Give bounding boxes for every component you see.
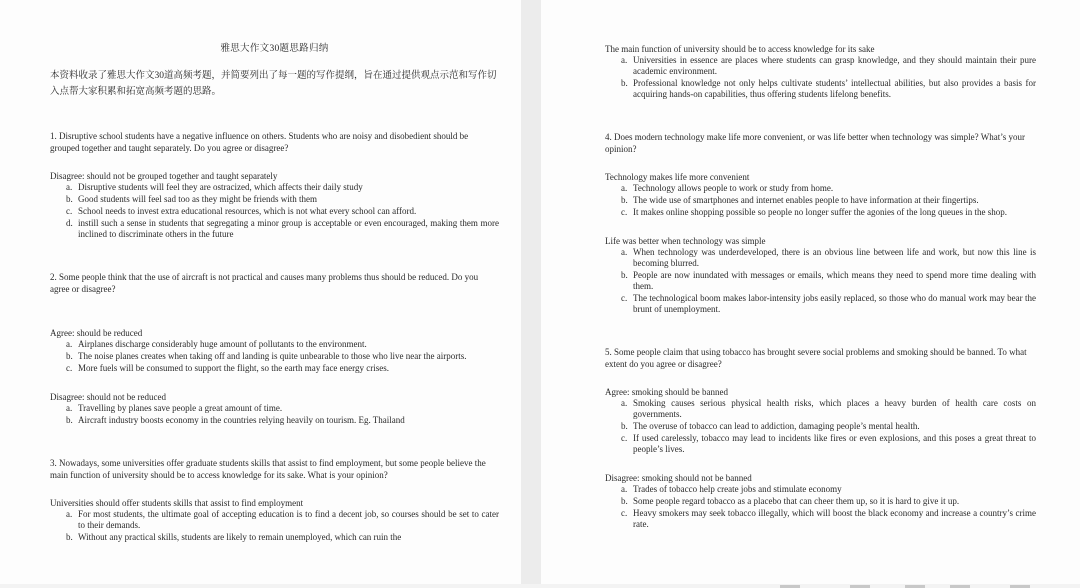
q4-stance-convenient: Technology makes life more convenient bbox=[605, 172, 750, 182]
q2-stance-agree: Agree: should be reduced bbox=[50, 328, 143, 338]
q5-stance-agree: Agree: smoking should be banned bbox=[605, 387, 728, 397]
q3-stance-knowledge: The main function of university should be to access knowledge for its sake bbox=[605, 44, 875, 54]
q1-points bbox=[50, 182, 499, 240]
q3-knowledge-points bbox=[605, 55, 1036, 100]
q4-convenient-points bbox=[605, 183, 1036, 218]
list-item: b. Without any practical skills, students are likely to remain unemployed, which can ruin the bbox=[64, 532, 499, 543]
list-item: b. Some people regard tobacco as a placebo that can cheer them up, so it is hard to give it up. bbox=[619, 496, 1036, 507]
list-item: b. Professional knowledge not only helps cultivate students’ intellectual abilities, but also provides a basis for acquiring hands-on capabilities, thus offering students lifelong benefits. bbox=[619, 78, 1036, 100]
list-item: a. Universities in essence are places where students can grasp knowledge, and they should maintain their pure academic environment. bbox=[619, 55, 1036, 77]
q2-agree-points bbox=[50, 339, 499, 374]
list-item: c. It makes online shopping possible so people no longer suffer the agonies of the long queues in the shop. bbox=[619, 207, 1036, 218]
list-item: b. People are now inundated with messages or emails, which means they need to spend more time dealing with them. bbox=[619, 270, 1036, 292]
intro-paragraph: 本资料收录了雅思大作文30道高频考题，并简要列出了每一题的写作提纲，旨在通过提供观点示范和写作切入点帮大家积累和拓宽高频考题的思路。 bbox=[50, 71, 497, 97]
q2-stance-disagree: Disagree: should not be reduced bbox=[50, 392, 166, 402]
list-item: c. School needs to invest extra educational resources, which is not what every school can afford. bbox=[64, 206, 499, 217]
document-title: 雅思大作文30题思路归纳 bbox=[220, 44, 329, 54]
q3-employment-points bbox=[50, 509, 499, 543]
list-item: c. More fuels will be consumed to support the flight, so the earth may face energy crises. bbox=[64, 363, 499, 374]
question-5: 5. Some people claim that using tobacco has brought severe social problems and smoking should be banned. To what extent do you agree or disagree? bbox=[605, 347, 1027, 369]
page-gap bbox=[521, 0, 541, 588]
q4-simple-points bbox=[605, 247, 1036, 315]
list-item: c. If used carelessly, tobacco may lead to incidents like fires or even explosions, and this poses a great threat to people’s lives. bbox=[619, 433, 1036, 455]
list-item: b. The overuse of tobacco can lead to addiction, damaging people’s mental health. bbox=[619, 421, 1036, 432]
list-item: c. The technological boom makes labor-intensity jobs easily replaced, so those who do manual work may bear the brunt of unemployment. bbox=[619, 293, 1036, 315]
question-2: 2. Some people think that the use of aircraft is not practical and causes many problems thus should be reduced. Do you agree or disagree? bbox=[50, 272, 479, 294]
question-4: 4. Does modern technology make life more convenient, or was life better when technology was simple? What’s your opinion? bbox=[605, 132, 1025, 154]
question-3: 3. Nowadays, some universities offer graduate students skills that assist to find employment, but some people believe the main function of university should be to access knowledge for its sake. What is your opinion? bbox=[50, 458, 486, 480]
question-1: 1. Disruptive school students have a negative influence on others. Students who are noisy and disobedient should be grouped together and taught separately. Do you agree or disagree? bbox=[50, 131, 469, 153]
q1-stance-disagree: Disagree: should not be grouped together and taught separately bbox=[50, 171, 278, 181]
list-item: a. For most students, the ultimate goal of accepting education is to find a decent job, so courses should be set to cater to their demands. bbox=[64, 509, 499, 531]
list-item: a. Smoking causes serious physical health risks, which places a heavy burden of health care costs on governments. bbox=[619, 398, 1036, 420]
q2-disagree-points bbox=[50, 403, 499, 426]
list-item: a. Disruptive students will feel they are ostracized, which affects their daily study bbox=[64, 182, 499, 193]
list-item: b. The wide use of smartphones and internet enables people to have information at their fingertips. bbox=[619, 195, 1036, 206]
q3-stance-employment: Universities should offer students skills that assist to find employment bbox=[50, 498, 304, 508]
q4-stance-simple: Life was better when technology was simple bbox=[605, 236, 766, 246]
list-item: a. When technology was underdeveloped, there is an obvious line between life and work, but now this line is becoming blurred. bbox=[619, 247, 1036, 269]
list-item: a. Airplanes discharge considerably huge amount of pollutants to the environment. bbox=[64, 339, 499, 350]
list-item: b. Good students will feel sad too as they might be friends with them bbox=[64, 194, 499, 205]
list-item: d. instill such a sense in students that segregating a minor group is acceptable or even encouraged, making them more inclined to discriminate others in the future bbox=[64, 218, 499, 240]
list-item: a. Technology allows people to work or study from home. bbox=[619, 183, 1036, 194]
list-item: c. Heavy smokers may seek tobacco illegally, which will boost the black economy and increase a country’s crime rate. bbox=[619, 508, 1036, 530]
list-item: a. Trades of tobacco help create jobs and stimulate economy bbox=[619, 484, 1036, 495]
document-page-left bbox=[0, 0, 521, 584]
list-item: b. The noise planes creates when taking off and landing is quite unbearable to those who live near the airports. bbox=[64, 351, 499, 362]
q5-agree-points bbox=[605, 398, 1036, 455]
list-item: a. Travelling by planes save people a great amount of time. bbox=[64, 403, 499, 414]
bottom-strip bbox=[0, 584, 1080, 588]
q5-disagree-points bbox=[605, 484, 1036, 530]
list-item: b. Aircraft industry boosts economy in the countries relying heavily on tourism. Eg. Thailand bbox=[64, 415, 499, 426]
document-page-right bbox=[541, 0, 1080, 584]
q5-stance-disagree: Disagree: smoking should not be banned bbox=[605, 473, 752, 483]
